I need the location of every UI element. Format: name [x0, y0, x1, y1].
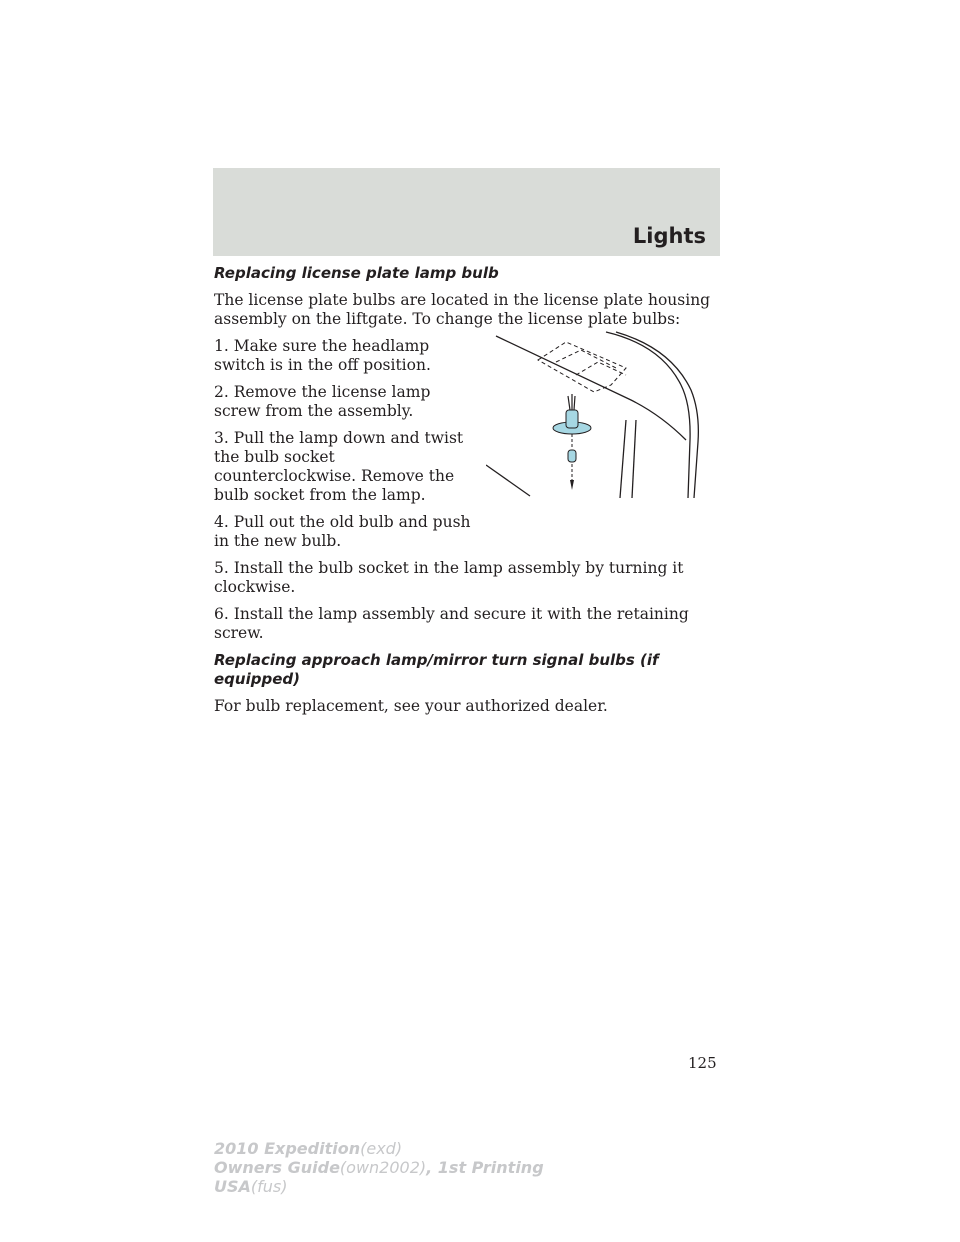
- footer-model-code: (exd): [360, 1139, 403, 1158]
- step-4: 4. Pull out the old bulb and push in the new bulb.: [214, 513, 471, 550]
- section-title: Lights: [632, 224, 706, 248]
- step-1: 1. Make sure the headlamp switch is in the off position.: [214, 337, 431, 374]
- footer-guide: Owners Guide: [214, 1158, 340, 1177]
- footer-model: 2010 Expedition: [214, 1139, 361, 1158]
- approach-lamp-paragraph: For bulb replacement, see your authorized dealer.: [214, 697, 608, 715]
- section-header-bar: [213, 168, 720, 256]
- heading-license-plate: Replacing license plate lamp bulb: [214, 264, 499, 282]
- footer-line-1: [214, 1139, 544, 1158]
- heading-approach-lamp: Replacing approach lamp/mirror turn signal bulbs (if equipped): [214, 651, 659, 688]
- page-number: 125: [688, 1054, 717, 1072]
- footer-guide-code: (own2002): [339, 1158, 427, 1177]
- bulb-socket-icon: [553, 394, 591, 448]
- footer-printing: , 1st Printing: [426, 1158, 544, 1177]
- step-2: 2. Remove the license lamp screw from the assembly.: [214, 383, 431, 420]
- intro-paragraph: The license plate bulbs are located in the license plate housing assembly on the liftgate. To change the license plate bulbs:: [214, 291, 711, 328]
- step-6: 6. Install the lamp assembly and secure it with the retaining screw.: [214, 605, 689, 642]
- footer-region: USA: [214, 1177, 251, 1196]
- footer-line-3: [214, 1177, 544, 1196]
- footer-line-2: [214, 1158, 544, 1177]
- steps-left-column: [214, 337, 476, 559]
- step-3: 3. Pull the lamp down and twist the bulb socket counterclockwise. Remove the bulb socket from the lamp.: [214, 429, 464, 504]
- bulb-icon: [568, 450, 576, 490]
- footer-region-code: (fus): [250, 1177, 288, 1196]
- license-lamp-illustration: [486, 330, 710, 500]
- step-5: 5. Install the bulb socket in the lamp assembly by turning it clockwise.: [214, 559, 684, 596]
- footer-print-info: [214, 1139, 544, 1196]
